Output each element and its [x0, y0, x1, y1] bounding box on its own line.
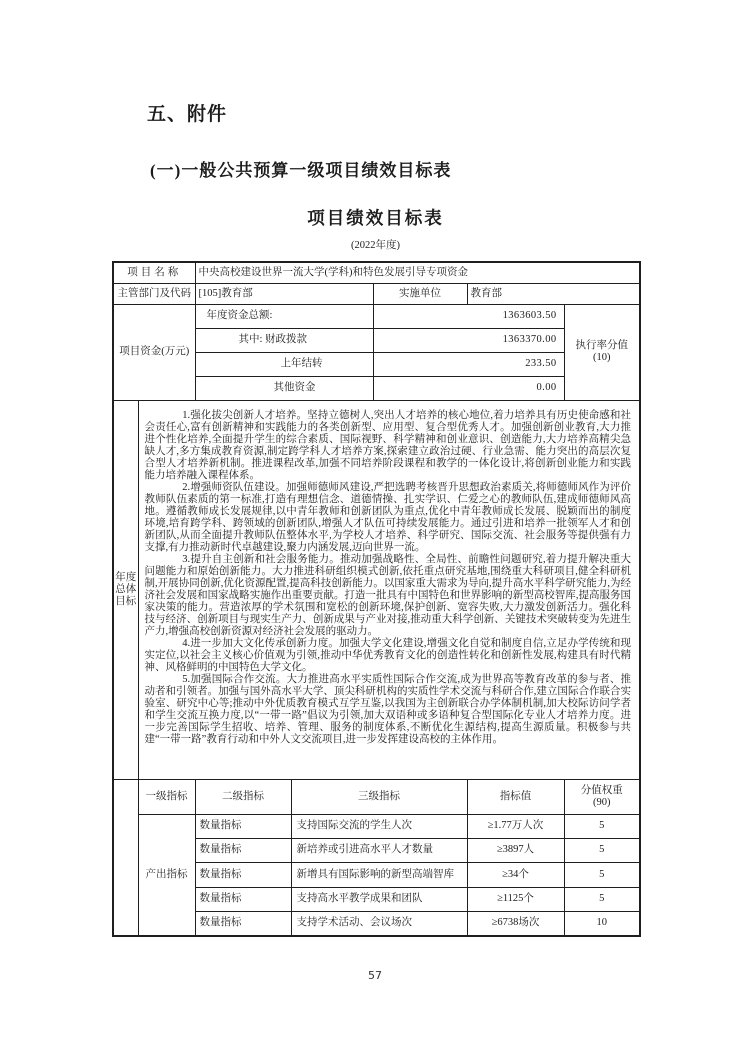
funds-row-total	[113, 304, 640, 328]
project-name-value: 中央高校建设世界一流大学(学科)和特色发展引导专项资金	[195, 262, 640, 283]
indicator-value: ≥3897人	[467, 838, 564, 862]
indicator-row	[113, 814, 640, 838]
indicator-level2: 数量指标	[195, 862, 291, 887]
header-weight	[564, 779, 640, 814]
header-weight-label: 分值权重	[580, 784, 623, 796]
annual-goal-label: 年度总体目标	[113, 400, 138, 779]
indicator-level2: 数量指标	[195, 911, 291, 936]
indicator-level3: 支持国际交流的学生人次	[291, 814, 467, 838]
header-value: 指标值	[467, 779, 564, 814]
funds-total-label: 年度资金总额:	[195, 304, 373, 328]
department-value: [105]教育部	[195, 283, 373, 304]
execution-score-label: 执行率分值	[575, 340, 629, 351]
impl-unit-value: 教育部	[467, 283, 640, 304]
performance-target-table	[112, 261, 641, 937]
indicator-level2: 数量指标	[195, 887, 291, 911]
indicator-weight: 5	[564, 838, 640, 862]
goal-paragraph-2: 2.增强师资队伍建设。加强师德师风建设,严把选聘考核晋升思想政治素质关,将师德师风作为评价教师队伍素质的第一标准,打造有理想信念、道德情操、扎实学识、仁爱之心的教师队伍,建成师德师风高地。遵循教师成长发展规律,以中青年教师和创新团队为重点,优化中青年教师成长发展、脱颖而出的制度环境,培育跨学科、跨领域的创新团队,增强人才队伍可持续发展能力。通过引进和培养一批领军人才和创新团队,从而全面提升教师队伍整体水平,为学校人才培养、科学研究、国际交流、社会服务等提供强有力支撑,有力推动新时代卓越建设,聚力内涵发展,迈向世界一流。	[144, 481, 632, 553]
indicator-level3: 新培养或引进高水平人才数量	[291, 838, 467, 862]
funds-other-label: 其他资金	[195, 376, 373, 400]
funds-fiscal-value: 1363370.00	[373, 328, 564, 352]
header-level1: 一级指标	[138, 779, 195, 814]
funds-carryover-value: 233.50	[373, 352, 564, 376]
header-level3: 三级指标	[291, 779, 467, 814]
department-row	[113, 283, 640, 304]
annual-goal-text	[138, 400, 640, 779]
indicator-value: ≥34个	[467, 862, 564, 887]
indicator-value: ≥6738场次	[467, 911, 564, 936]
goal-paragraph-5: 5.加强国际合作交流。大力推进高水平实质性国际合作交流,成为世界高等教育改革的参与者、推动者和引领者。加强与国外高水平大学、顶尖科研机构的实质性学术交流与科研合作,建立国际合作联合实验室、研究中心等;推动中外优质教育模式互学互鉴,以我国为主创新联合办学体制机制,加大校际访问学者和学生交流互换力度,以“一带一路”倡议为引领,加大双语种或多语种复合型国际化专业人才培养力度。进一步完善国际学生招收、培养、管理、服务的制度体系,不断优化生源结构,提高生源质量。积极参与共建“一带一路”教育行动和中外人文交流项目,进一步发挥建设高校的主体作用。	[144, 673, 632, 745]
goal-paragraph-4: 4.进一步加大文化传承创新力度。加强大学文化建设,增强文化自觉和制度自信,立足办学传统和现实定位,以社会主义核心价值观为引领,推动中华优秀教育文化的创造性转化和创新性发展,构建具有时代精神、风格鲜明的中国特色大学文化。	[144, 637, 632, 673]
funds-label: 项目资金(万元)	[113, 304, 195, 400]
project-name-row	[113, 262, 640, 283]
indicator-weight: 5	[564, 887, 640, 911]
header-level2: 二级指标	[195, 779, 291, 814]
indicator-value: ≥1125个	[467, 887, 564, 911]
annual-goal-row	[113, 400, 640, 779]
indicator-weight: 5	[564, 814, 640, 838]
funds-other-value: 0.00	[373, 376, 564, 400]
goal-paragraph-1: 1.强化拔尖创新人才培养。坚持立德树人,突出人才培养的核心地位,着力培养具有历史使命感和社会责任心,富有创新精神和实践能力的各类创新型、应用型、复合型优秀人才。加强创新创业教育,大力推进个性化培养,全面提升学生的综合素质、国际视野、科学精神和创业意识、创造能力,大力培养高精尖急缺人才,多方集成教育资源,制定跨学科人才培养方案,探索建立政治过硬、行业急需、能力突出的高层次复合型人才培养新机制。推进课程改革,加强不同培养阶段课程和教学的一体化设计,将创新创业能力和实践能力培养融入课程体系。	[144, 409, 632, 481]
indicator-level2: 数量指标	[195, 838, 291, 862]
indicator-value: ≥1.77万人次	[467, 814, 564, 838]
indicator-weight: 5	[564, 862, 640, 887]
section-title: 五、附件	[147, 104, 228, 125]
page-number: 57	[368, 969, 382, 982]
indicator-level3: 支持学术活动、会议场次	[291, 911, 467, 936]
funds-carryover-label: 上年结转	[195, 352, 373, 376]
impl-unit-label: 实施单位	[373, 283, 467, 304]
department-label: 主管部门及代码	[113, 283, 195, 304]
table-title: 项目绩效目标表	[307, 208, 444, 228]
table-subtitle-year: (2022年度)	[351, 240, 400, 251]
project-name-label: 项目名称	[113, 262, 195, 283]
indicator-level3: 新增具有国际影响的新型高端智库	[291, 862, 467, 887]
header-weight-sub: (90)	[593, 796, 611, 808]
indicator-header-row	[113, 779, 640, 814]
funds-total-value: 1363603.50	[373, 304, 564, 328]
indicator-level3: 支持高水平教学成果和团队	[291, 887, 467, 911]
subsection-title: (一)一般公共预算一级项目绩效目标表	[150, 161, 452, 180]
funds-fiscal-label: 其中: 财政拨款	[195, 328, 373, 352]
indicator-level2: 数量指标	[195, 814, 291, 838]
goal-paragraph-3: 3.提升自主创新和社会服务能力。推动加强战略性、全局性、前瞻性问题研究,着力提升解决重大问题能力和原始创新能力。大力推进科研组织模式创新,依托重点研究基地,围绕重大科研项目,健全科研机制,开展协同创新,优化资源配置,提高科技创新能力。以国家重大需求为导向,提升高水平科学研究能力,为经济社会发展和国家战略实施作出重要贡献。打造一批具有中国特色和世界影响的新型高校智库,提高服务国家决策的能力。营造浓厚的学术氛围和宽松的创新环境,保护创新、宽容失败,大力激发创新活力。强化科技与经济、创新项目与现实生产力、创新成果与产业对接,推动重大科学创新、关键技术突破转变为先进生产力,增强高校创新资源对经济社会发展的驱动力。	[144, 553, 632, 637]
execution-score-sub: (10)	[593, 352, 611, 363]
indicator-weight: 10	[564, 911, 640, 936]
execution-score-cell	[564, 304, 640, 400]
indicator-left-spacer	[113, 779, 138, 936]
indicator-level1-output: 产出指标	[138, 814, 195, 936]
